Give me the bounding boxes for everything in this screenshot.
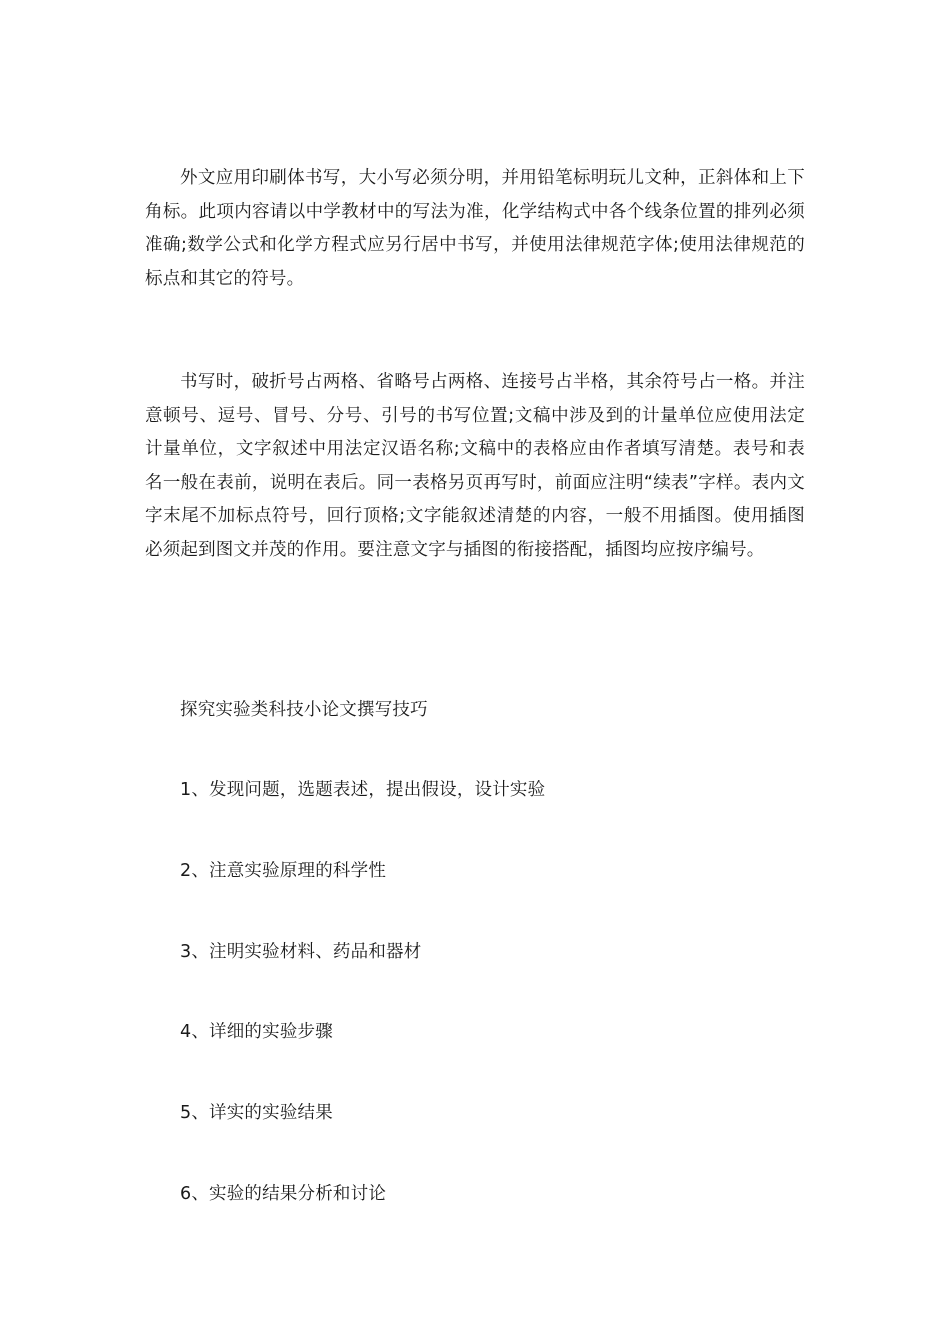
paragraph-foreign-text-rules: 外文应用印刷体书写，大小写必须分明，并用铅笔标明玩儿文种，正斜体和上下角标。此项内容请以中学教材中的写法为准，化学结构式中各个线条位置的排列必须准确;数学公式和化学方程式应另行居中书写，并使用法律规范字体;使用法律规范的标点和其它的符号。 bbox=[145, 168, 805, 289]
step-item-3: 3、注明实验材料、药品和器材 bbox=[180, 942, 422, 962]
section-title: 探究实验类科技小论文撰写技巧 bbox=[180, 700, 428, 720]
step-item-5: 5、详实的实验结果 bbox=[180, 1103, 333, 1123]
step-item-6: 6、实验的结果分析和讨论 bbox=[180, 1184, 387, 1204]
paragraph-punctuation-rules: 书写时，破折号占两格、省略号占两格、连接号占半格，其余符号占一格。并注意顿号、逗号、冒号、分号、引号的书写位置;文稿中涉及到的计量单位应使用法定计量单位，文字叙述中用法定汉语名称;文稿中的表格应由作者填写清楚。表号和表名一般在表前，说明在表后。同一表格另页再写时，前面应注明“续表”字样。表内文字末尾不加标点符号，回行顶格;文字能叙述清楚的内容，一般不用插图。使用插图必须起到图文并茂的作用。要注意文字与插图的衔接搭配，插图均应按序编号。 bbox=[145, 372, 805, 560]
step-item-4: 4、详细的实验步骤 bbox=[180, 1022, 333, 1042]
step-item-1: 1、发现问题，选题表述，提出假设，设计实验 bbox=[180, 780, 546, 800]
step-item-2: 2、注意实验原理的科学性 bbox=[180, 861, 387, 881]
